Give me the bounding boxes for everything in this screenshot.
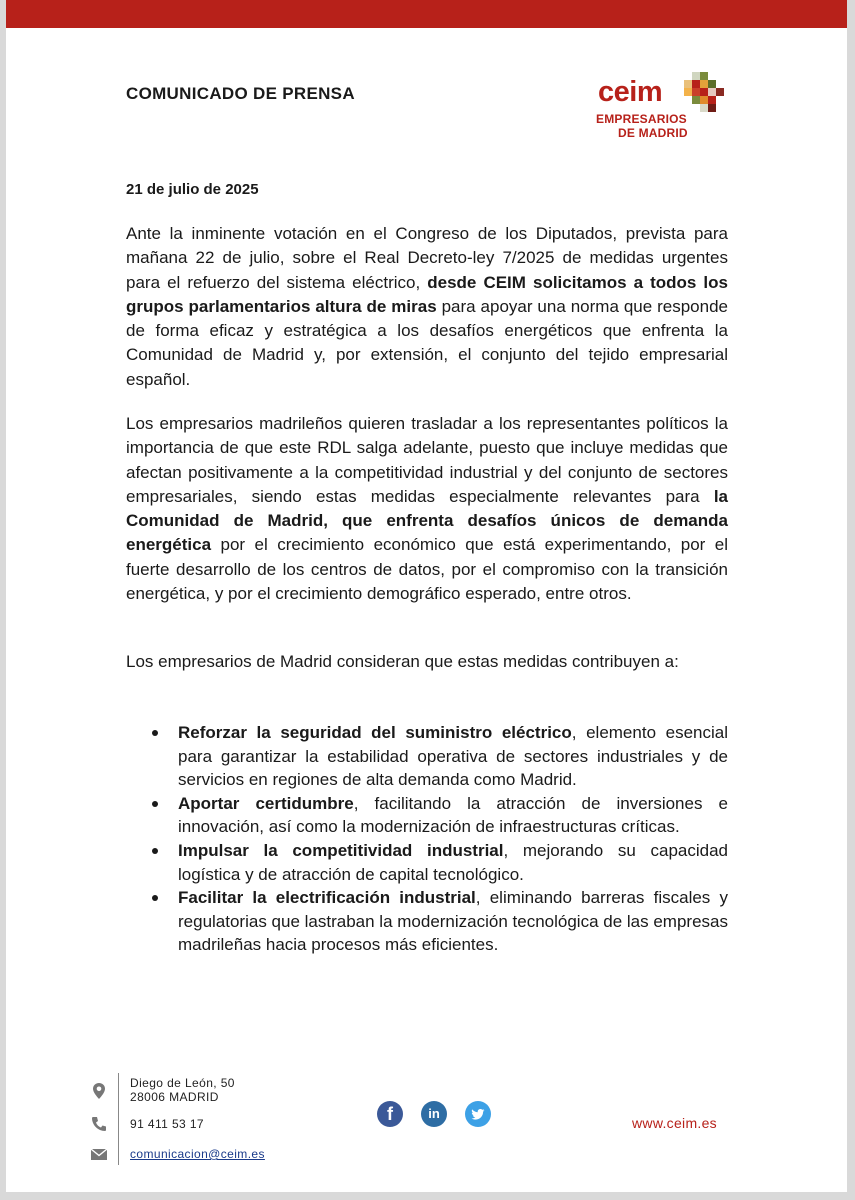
envelope-icon bbox=[90, 1145, 108, 1163]
email-link[interactable]: comunicacion@ceim.es bbox=[130, 1147, 265, 1161]
paragraph-2 bbox=[126, 412, 728, 606]
logo-mosaic-icon bbox=[678, 70, 728, 120]
paragraph-1-text-c: para apoyar una norma que responde de forma eficaz y estratégica a los desafíos energéticos que enfrenta la Comunidad de Madrid y, por extensión, el conjunto del tejido empresarial español. bbox=[126, 296, 728, 389]
list-item-text: , elemento esencial para garantizar la estabilidad operativa de sectores industriales y de servicios en regiones de alta demanda como Madrid. bbox=[178, 723, 728, 790]
measures-list bbox=[126, 721, 728, 957]
address-line-2: 28006 MADRID bbox=[130, 1090, 219, 1104]
release-date: 21 de julio de 2025 bbox=[126, 181, 259, 198]
list-item bbox=[126, 886, 728, 957]
paragraph-1-text-a: Ante la inminente votación en el Congreso de los Diputados, prevista para mañana 22 de julio, sobre el Real Decreto-ley 7/2025 de medidas urgentes para el refuerzo del sistema eléctrico, bbox=[126, 224, 728, 292]
list-item bbox=[126, 721, 728, 792]
twitter-bird-glyph bbox=[465, 1101, 491, 1127]
location-pin-icon bbox=[90, 1082, 108, 1100]
logo-subtitle-line2: DE MADRID bbox=[618, 126, 688, 140]
list-item-text: , facilitando la atracción de inversiones e innovación, así como la modernización de infraestructuras críticas. bbox=[178, 793, 728, 837]
bullet-icon bbox=[152, 895, 158, 901]
ceim-logo bbox=[596, 70, 736, 140]
paragraph-2-text-c: por el crecimiento económico que está experimentando, por el fuerte desarrollo de los centros de datos, por el compromiso con la transición energética, y por el crecimiento demográfico esperado, entre otros. bbox=[126, 535, 728, 604]
linkedin-icon[interactable]: in bbox=[421, 1101, 447, 1127]
bullet-icon bbox=[152, 848, 158, 854]
list-item bbox=[126, 792, 728, 839]
list-item-text: , mejorando su capacidad logística y de atracción de capital tecnológico. bbox=[178, 840, 728, 884]
phone-number: 91 411 53 17 bbox=[130, 1117, 204, 1131]
list-item-bold: Facilitar la electrificación industrial bbox=[178, 888, 476, 908]
phone-icon bbox=[90, 1115, 108, 1133]
logo-wordmark: ceim bbox=[598, 76, 663, 108]
list-item-bold: Aportar certidumbre bbox=[178, 793, 354, 813]
bullet-icon bbox=[152, 801, 158, 807]
list-item-text: , eliminando barreras fiscales y regulatorias que lastraban la modernización tecnológica de las empresas madrileñas hacia procesos más eficientes. bbox=[178, 888, 728, 955]
paragraph-2-bold: la Comunidad de Madrid, que enfrenta desafíos únicos de demanda energética bbox=[126, 486, 728, 555]
list-item-bold: Reforzar la seguridad del suministro eléctrico bbox=[178, 723, 572, 742]
website-link[interactable]: www.ceim.es bbox=[632, 1115, 717, 1131]
paragraph-1-bold: desde CEIM solicitamos a todos los grupos parlamentarios altura de miras bbox=[126, 272, 728, 316]
paragraph-3: Los empresarios de Madrid consideran que estas medidas contribuyen a: bbox=[126, 652, 679, 671]
list-item bbox=[126, 839, 728, 886]
document-type-heading: COMUNICADO DE PRENSA bbox=[126, 84, 355, 103]
footer-divider bbox=[118, 1073, 119, 1165]
list-item-bold: Impulsar la competitividad industrial bbox=[178, 840, 504, 860]
twitter-icon[interactable] bbox=[465, 1101, 491, 1127]
bullet-icon bbox=[152, 730, 158, 736]
facebook-icon[interactable]: f bbox=[377, 1101, 403, 1127]
document-page bbox=[6, 0, 847, 1192]
address-line-1: Diego de León, 50 bbox=[130, 1076, 235, 1090]
paragraph-1 bbox=[126, 222, 728, 392]
top-red-bar bbox=[6, 0, 847, 28]
logo-subtitle-line1: EMPRESARIOS bbox=[596, 112, 687, 126]
paragraph-2-text-a: Los empresarios madrileños quieren trasladar a los representantes políticos la importancia de que este RDL salga adelante, puesto que incluye medidas que afectan positivamente a la competitividad industrial y del conjunto de sectores empresariales, siendo estas medidas especialmente relevantes para bbox=[126, 414, 728, 506]
